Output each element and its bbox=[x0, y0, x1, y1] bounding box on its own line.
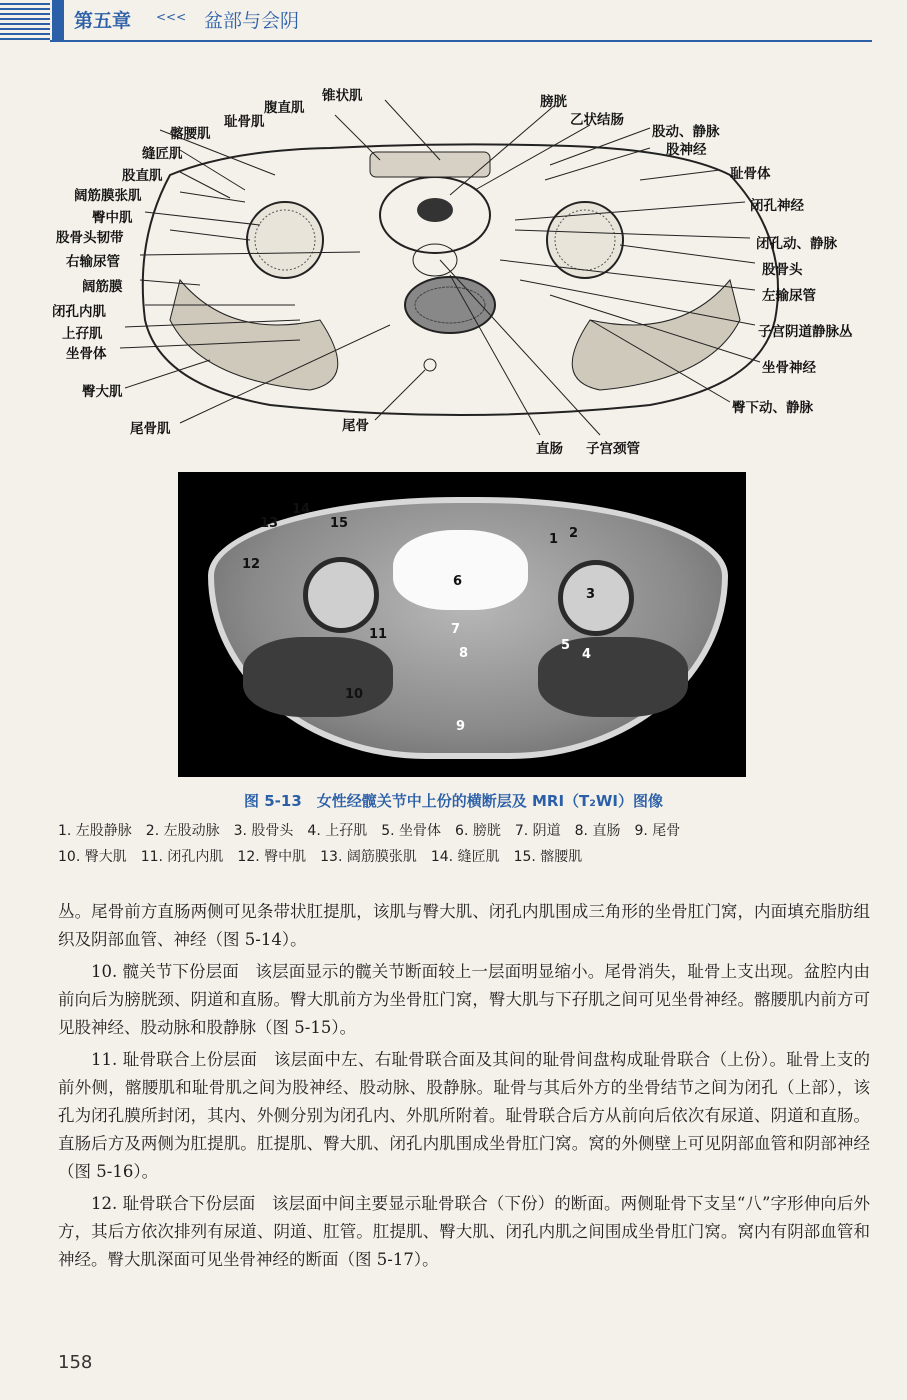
paragraph-4: 12. 耻骨联合下份层面 该层面中间主要显示耻骨联合（下份）的断面。两侧耻骨下支呈“八”字形伸向后外方，其后方依次排列有尿道、阴道、肛管。肛提肌、臀大肌、闭孔内肌之间围成坐骨肛门窝。窝内有阴部血管和神经。臀大肌深面可见坐骨神经的断面（图 5-17）。 bbox=[58, 1194, 870, 1269]
label-ischial-body: 坐骨体 bbox=[66, 346, 107, 362]
header-stripes bbox=[0, 0, 50, 40]
label-bladder: 膀胱 bbox=[540, 94, 567, 110]
mri-bladder bbox=[393, 530, 528, 610]
paragraph-3: 11. 耻骨联合上份层面 该层面中左、右耻骨联合面及其间的耻骨间盘构成耻骨联合（上份）。耻骨上支的前外侧，髂腰肌和耻骨肌之间为股神经、股动脉、股静脉。耻骨与其后外方的坐骨结节之间为闭孔（上部），该孔为闭孔膜所封闭，其内、外侧分别为闭孔内、外肌所附着。耻骨联合后方从前向后依次有尿道、阴道和直肠。直肠后方及两侧为肛提肌。肛提肌、臀大肌、闭孔内肌围成坐骨肛门窝。窝的外侧壁上可见阴部血管和阴部神经（图 5-16）。 bbox=[58, 1050, 870, 1181]
mri-label-11: 11 bbox=[369, 627, 388, 642]
page-number: 158 bbox=[58, 1352, 93, 1373]
label-cervical-canal: 子宫颈管 bbox=[586, 441, 640, 457]
label-pectineus: 耻骨肌 bbox=[224, 114, 265, 130]
mri-label-10: 10 bbox=[345, 687, 364, 702]
mri-label-14: 14 bbox=[292, 502, 311, 517]
label-femoral-head: 股骨头 bbox=[762, 262, 803, 278]
mri-label-6: 6 bbox=[453, 574, 463, 589]
mri-label-3: 3 bbox=[586, 587, 596, 602]
chapter-title: 第五章 bbox=[74, 10, 132, 32]
paragraph-1: 丛。尾骨前方直肠两侧可见条带状肛提肌，该肌与臀大肌、闭孔内肌围成三角形的坐骨肛门窝，内面填充脂肪组织及阴部血管、神经（图 5-14）。 bbox=[58, 902, 870, 949]
mri-right-femoral-head bbox=[303, 557, 379, 633]
label-pubic-body: 耻骨体 bbox=[730, 166, 771, 182]
label-inferior-gluteal-vessels: 臀下动、静脉 bbox=[732, 400, 813, 416]
mri-label-9: 9 bbox=[456, 719, 466, 734]
chapter-arrows: <<< bbox=[156, 10, 187, 24]
label-right-ureter: 右输尿管 bbox=[66, 254, 120, 270]
label-sigmoid-colon: 乙状结肠 bbox=[570, 112, 624, 128]
mri-label-5: 5 bbox=[561, 638, 571, 653]
label-gluteus-medius: 臀中肌 bbox=[92, 210, 133, 226]
label-obturator-nerve: 闭孔神经 bbox=[750, 198, 804, 214]
mri-label-15: 15 bbox=[330, 516, 349, 531]
mri-label-13: 13 bbox=[260, 516, 279, 531]
figure-caption: 图 5-13 女性经髋关节中上份的横断层及 MRI（T₂WI）图像 bbox=[244, 792, 663, 810]
paragraph-2: 10. 髋关节下份层面 该层面显示的髋关节断面较上一层面明显缩小。尾骨消失，耻骨上支出现。盆腔内由前向后为膀胱颈、阴道和直肠。臀大肌前方为坐骨肛门窝，臀大肌与下孖肌之间可见坐骨神经。髂腰肌内前方可见股神经、股动脉和股静脉（图 5-15）。 bbox=[58, 962, 870, 1037]
label-iliopsoas: 髂腰肌 bbox=[170, 126, 211, 142]
label-ligament-femoral-head: 股骨头韧带 bbox=[56, 230, 124, 246]
label-uterovaginal-plexus: 子宫阴道静脉丛 bbox=[758, 324, 853, 340]
mri-label-2: 2 bbox=[569, 526, 579, 541]
mri-label-4: 4 bbox=[582, 647, 592, 662]
label-gluteus-maximus: 臀大肌 bbox=[82, 384, 123, 400]
mri-right-gluteus bbox=[243, 637, 393, 717]
label-coccyx: 尾骨 bbox=[342, 418, 369, 434]
label-sciatic-nerve: 坐骨神经 bbox=[762, 360, 816, 376]
label-sartorius: 缝匠肌 bbox=[142, 146, 183, 162]
legend-line-2: 10. 臀大肌 11. 闭孔内肌 12. 臀中肌 13. 阔筋膜张肌 14. 缝匠肌 15. 髂腰肌 bbox=[58, 849, 583, 865]
label-rectus-abdominis: 腹直肌 bbox=[264, 100, 305, 116]
chapter-section: 盆部与会阴 bbox=[204, 10, 300, 32]
anatomy-diagram bbox=[30, 80, 880, 455]
label-femoral-nerve: 股神经 bbox=[666, 142, 707, 158]
mri-label-8: 8 bbox=[459, 646, 469, 661]
mri-label-1: 1 bbox=[549, 532, 559, 547]
label-superior-gemellus: 上孖肌 bbox=[62, 326, 103, 342]
label-fascia-lata: 阔筋膜 bbox=[82, 279, 123, 295]
mri-label-12: 12 bbox=[242, 557, 261, 572]
mri-image bbox=[178, 472, 746, 777]
label-left-ureter: 左输尿管 bbox=[762, 288, 816, 304]
label-obturator-internus: 闭孔内肌 bbox=[52, 304, 106, 320]
mri-label-7: 7 bbox=[451, 622, 461, 637]
label-pyramidalis: 锥状肌 bbox=[322, 88, 363, 104]
mri-left-femoral-head bbox=[558, 560, 634, 636]
header-rule bbox=[50, 40, 872, 42]
legend-line-1: 1. 左股静脉 2. 左股动脉 3. 股骨头 4. 上孖肌 5. 坐骨体 6. 膀胱 7. 阴道 8. 直肠 9. 尾骨 bbox=[58, 823, 681, 839]
header-bar bbox=[52, 0, 64, 40]
label-rectum: 直肠 bbox=[536, 441, 563, 457]
body-text bbox=[58, 898, 870, 1278]
label-femoral-vessels: 股动、静脉 bbox=[652, 124, 720, 140]
label-tensor-fasciae-latae: 阔筋膜张肌 bbox=[74, 188, 142, 204]
label-rectus-femoris: 股直肌 bbox=[122, 168, 163, 184]
label-coccygeus: 尾骨肌 bbox=[130, 421, 171, 437]
label-obturator-vessels: 闭孔动、静脉 bbox=[756, 236, 837, 252]
